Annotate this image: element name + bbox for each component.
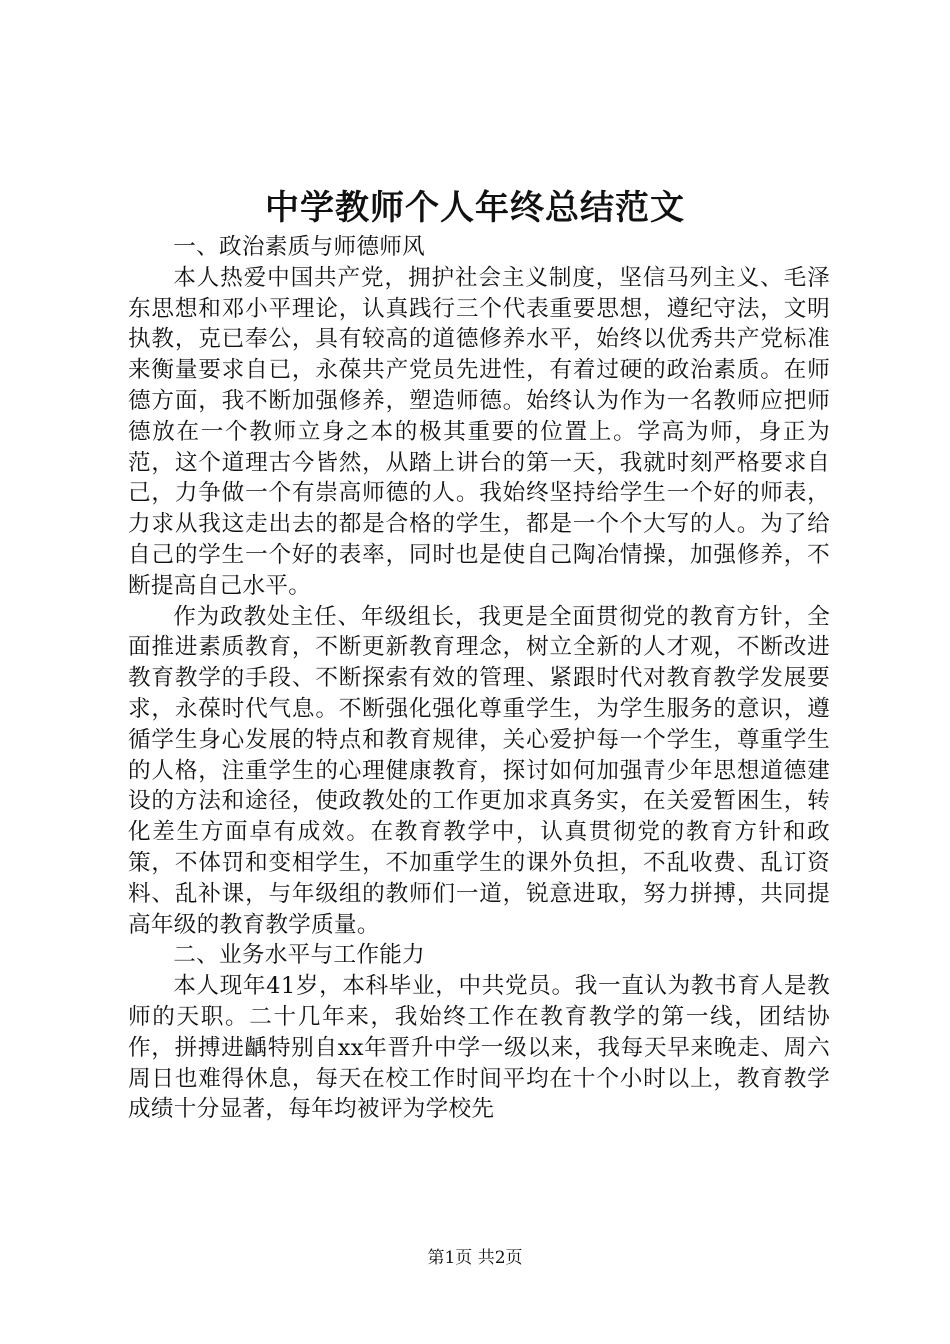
section-heading-1: 一、政治素质与师德师风 [173,234,426,260]
paragraph-1: 本人热爱中国共产党，拥护社会主义制度，坚信马列主义、毛泽东思想和邓小平理论，认真践行三个代表重要思想，遵纪守法，文明执教，克已奉公，具有较高的道德修养水平，始终以优秀共产党标准来衡量要求自已，永葆共产党员先进性，有着过硬的政治素质。在师德方面，我不断加强修养，塑造师德。始终认为作为一名教师应把师德放在一个教师立身之本的极其重要的位置上。学高为师，身正为范，这个道理古今皆然，从踏上讲台的第一天，我就时刻严格要求自己，力争做一个有崇高师德的人。我始终坚持给学生一个好的师表，力求从我这走出去的都是合格的学生，都是一个个大写的人。为了给自己的学生一个好的表率，同时也是使自己陶冶情操，加强修养，不断提高自己水平。 [128,264,830,599]
page-number-footer: 第1页 共2页 [427,1248,523,1268]
document-body [128,232,830,1125]
paragraph-2: 作为政教处主任、年级组长，我更是全面贯彻党的教育方针，全面推进素质教育，不断更新教育理念，树立全新的人才观，不断改进教育教学的手段、不断探索有效的管理、紧跟时代对教育教学发展要求，永葆时代气息。不断强化强化尊重学生，为学生服务的意识，遵循学生身心发展的特点和教育规律，关心爱护每一个学生，尊重学生的人格，注重学生的心理健康教育，探讨如何加强青少年思想道德建设的方法和途径，使政教处的工作更加求真务实，在关爱暂困生，转化差生方面卓有成效。在教育教学中，认真贯彻党的教育方针和政策，不体罚和变相学生，不加重学生的课外负担，不乱收费、乱订资料、乱补课，与年级组的教师们一道，锐意进取，努力拼搏，共同提高年级的教育教学质量。 [128,603,830,938]
paragraph-3: 本人现年41岁，本科毕业，中共党员。我一直认为教书育人是教师的天职。二十几年来，我始终工作在教育教学的第一线，团结协作，拼搏进齲特别自xx年晋升中学一级以来，我每天早来晚走、周六周日也难得休息，每天在校工作时间平均在十个小时以上，教育教学成绩十分显著，每年均被评为学校先 [128,973,830,1123]
document-title: 中学教师个人年终总结范文 [265,188,685,228]
section-heading-2: 二、业务水平与工作能力 [173,942,426,969]
